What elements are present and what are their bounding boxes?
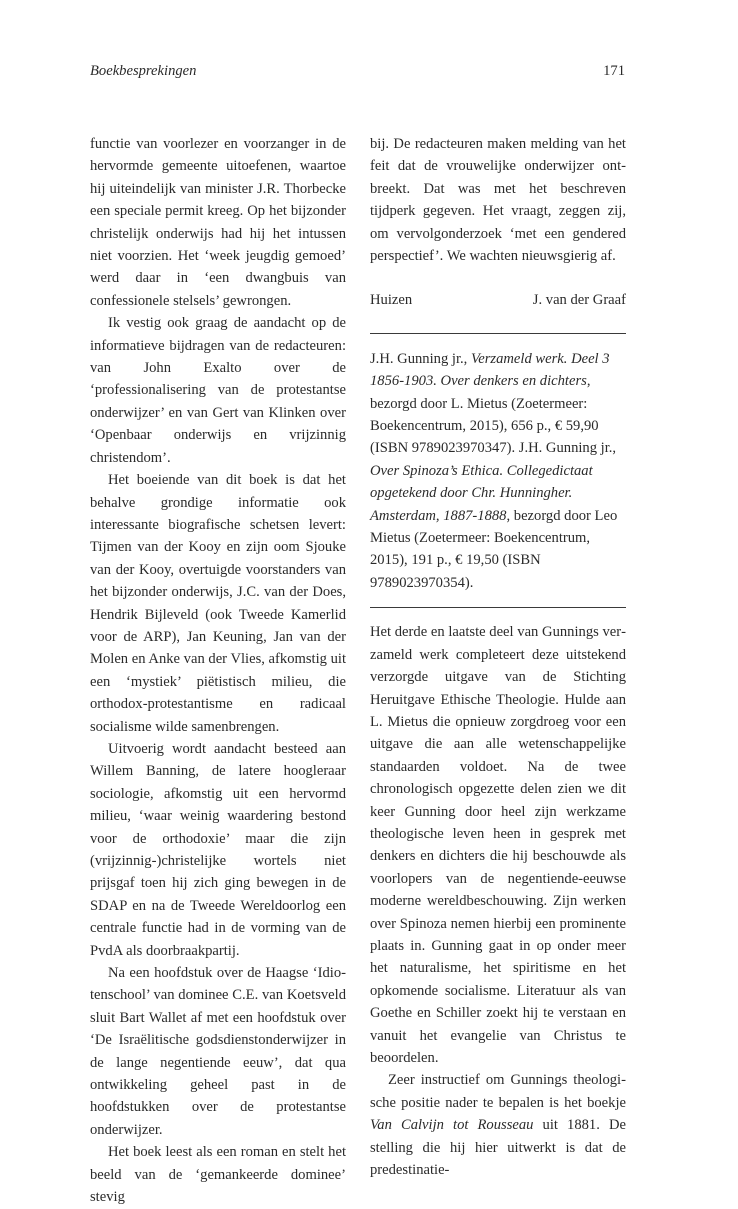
review-signature [370,289,626,311]
paragraph: Ik vestig ook graag de aandacht op de informatieve bijdragen van de redacteuren: van John Exalto over de ‘professionalisering van de protestantse onderwijzer’ en van Gert van Klinken over ‘Openbaar onderwijs en vrijzinnig christendom’. [90,315,346,466]
left-column [90,133,346,1209]
review-closing-paragraph: bij. De redacteuren maken melding van het feit dat de vrouwelijke onderwijzer ontbreekt. Dat was met het beschreven tijdperk gegeven. Het vraagt, zeggen zij, om vervolgonderzoek ‘met een gendered perspectief’. We wachten nieuwsgierig af. [370,136,626,265]
paragraph-text: Zeer instructief om Gunnings theologische positie nader te bepalen is het boekje [370,1072,626,1111]
bib-details-1: , bezorgd door L. Mietus (Zoetermeer: Boekencentrum, 2015), 656 p., € 59,90 (ISBN 9789023970347). J.H. Gunning jr., [370,373,617,457]
divider-bottom [370,607,626,608]
signature-place: Huizen [370,292,413,309]
bib-details-2: , bezorgd door Leo Mietus (Zoetermeer: Boekencentrum, 2015), 191 p., € 19,50 (ISBN 9789023970354). [370,507,618,591]
paragraph: Het boeiende van dit boek is dat het behalve grondige informatie ook interessante biografische schetsen levert: Tijmen van der Kooy en zijn oom Sjouke van der Kooy, overtuigde voorstanders van het bijzonder onderwijs, J.C. van der Does, Hendrik Bijleveld (ook Tweede Kamerlid voor de ARP), Jan Keuning, Jan van der Molen en Anke van der Vlies, afkomstig uit een ‘mystiek’ piëtistisch milieu, die orthodox-protestantisme en radicaal socialisme wilde samenbrengen. [90,472,346,735]
paragraph: Het derde en laatste deel van Gunnings verzameld werk completeert deze uitstekend verzorgde uitgave van de Stichting Heruitgave Ethische Theologie. Hulde aan L. Mietus die opnieuw zorgdroeg voor een uitgave die aan alle wetenschappelijke standaarden voldoet. Na de twee chronologisch opgezette delen zien we dit keer Gunning door heel zijn werkzame theologische leven heen in gesprek met denkers en dichters die hij beschouwde als voorlopers van de negentiende-eeuwse moderne wereldbeschouwing. Zijn werken over Spinoza nemen hierbij een prominente plaats in. Gunning gaat in op onder meer het naturalisme, het spiritisme en het opkomende socialisme. Literatuur als van Goethe en Schiller zoekt hij te verstaan en vanuit het evangelie van Christus te beoordelen. [370,624,626,1067]
book-title: Van Calvijn tot Rousseau [370,1117,534,1134]
bib-title-1: Verzameld werk. Deel 3 1856-1903. Over denkers en dichters [370,350,610,390]
paragraph: functie van voorlezer en voorzanger in de hervormde gemeente uitoefenen, waartoe hij uiteindelijk van minister J.R. Thorbecke een speciale permit kreeg. Op het bijzonder christelijk onderwijs had hij het intussen niet voorzien. Het ‘week jeugdig gemoed’ werd daar in ‘een dwangbuis van confessionele stelsels’ gewrongen. [90,136,346,309]
bib-title-2: Over Spinoza’s Ethica. Collegedictaat opgetekend door Chr. Hunningher. Amsterdam, 1887-1888 [370,462,593,524]
page-number: 171 [603,63,625,79]
paragraph: Na een hoofdstuk over de Haagse ‘Idiotenschool’ van dominee C.E. van Koetsveld sluit Bart Wallet af met een hoofdstuk over ‘De Israëlitische godsdienstonderwijzer in de lange negentiende eeuw’, dat qua ontwikkeling geheel past in de hoofdstukken over de protestantse onderwijzer. [90,965,346,1138]
right-column [370,133,626,1181]
running-header [90,63,625,85]
paragraph-text: uit 1881. De stelling die hij hier uitwerkt is dat de predestinatie- [370,1117,626,1179]
paragraph [370,1069,626,1181]
running-title: Boekbesprekingen [90,63,197,79]
divider-top [370,333,626,334]
paragraph: Uitvoerig wordt aandacht besteed aan Willem Banning, de latere hoogleraar sociologie, afkomstig uit een hervormd milieu, ‘waar weinig waardering bestond voor de orthodoxie’ maar die zijn (vrijzinnig-)christelijke wortels niet prijsgaf toen hij zich ging bewegen in de SDAP en na de Tweede Wereldoorlog een centrale functie had in de vorming van de PvdA als doorbraakpartij. [90,740,346,959]
bibliographic-entry [370,348,626,594]
paragraph: Het boek leest als een roman en stelt het beeld van de ‘gemankeerde dominee’ stevig [90,1144,346,1206]
signature-author: J. van der Graaf [532,292,626,309]
bib-author-1: J.H. Gunning jr., [370,350,471,367]
